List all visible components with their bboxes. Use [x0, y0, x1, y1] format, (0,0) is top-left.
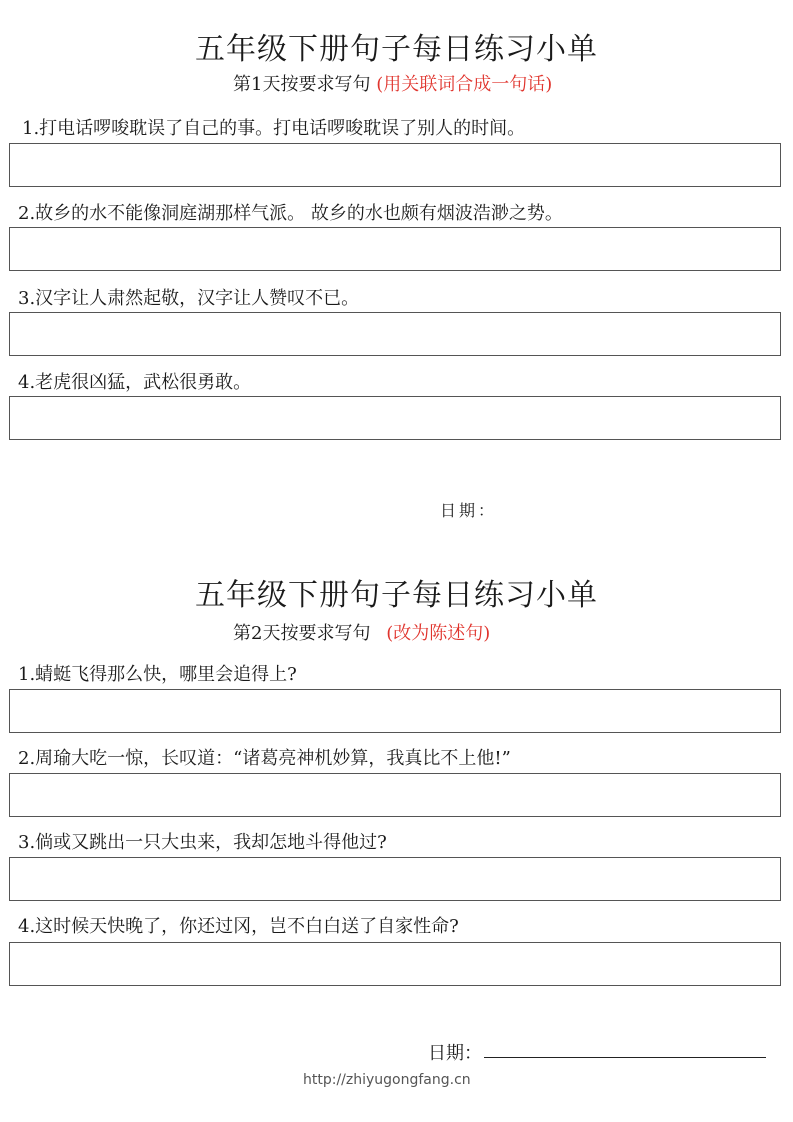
sheet2-instruction: (改为陈述句): [386, 623, 491, 644]
sheet1-subtitle: [233, 70, 552, 96]
sheet1-title: 五年级下册句子每日练习小单: [195, 32, 598, 67]
sheet2-title: 五年级下册句子每日练习小单: [195, 578, 598, 613]
footer-url[interactable]: http://zhiyugongfang.cn: [303, 1072, 471, 1088]
sheet1-question-4: 4.老虎很凶猛，武松很勇敢。: [18, 372, 252, 393]
sheet2-answer-box-3[interactable]: [9, 857, 781, 901]
sheet2-subtitle: [233, 619, 490, 645]
sheet1-instruction: (用关联词合成一句话): [376, 74, 553, 95]
sheet2-question-4: 4.这时候天快晚了，你还过冈，岂不白白送了自家性命?: [18, 916, 459, 937]
sheet2-date-label: 日期：: [428, 1043, 482, 1064]
sheet1-question-2: 2.故乡的水不能像洞庭湖那样气派。 故乡的水也颇有烟波浩渺之势。: [18, 203, 563, 224]
sheet2-question-3: 3.倘或又跳出一只大虫来，我却怎地斗得他过?: [18, 832, 387, 853]
sheet2-question-2: 2.周瑜大吃一惊，长叹道：“诸葛亮神机妙算，我真比不上他!”: [18, 748, 511, 769]
sheet2-answer-box-2[interactable]: [9, 773, 781, 817]
sheet2-date-line[interactable]: [484, 1057, 766, 1058]
sheet1-answer-box-2[interactable]: [9, 227, 781, 271]
sheet1-answer-box-4[interactable]: [9, 396, 781, 440]
sheet2-answer-box-1[interactable]: [9, 689, 781, 733]
sheet1-day-label: 第1天按要求写句: [233, 74, 371, 95]
sheet1-answer-box-1[interactable]: [9, 143, 781, 187]
sheet1-question-1: 1.打电话啰唆耽误了自己的事。打电话啰唆耽误了别人的时间。: [22, 118, 526, 139]
sheet1-date-label: 日期：: [440, 501, 498, 520]
sheet2-day-label: 第2天按要求写句: [233, 623, 371, 644]
sheet1-answer-box-3[interactable]: [9, 312, 781, 356]
sheet2-answer-box-4[interactable]: [9, 942, 781, 986]
sheet2-question-1: 1.蜻蜓飞得那么快，哪里会追得上?: [18, 664, 297, 685]
sheet1-question-3: 3.汉字让人肃然起敬，汉字让人赞叹不已。: [18, 288, 360, 309]
